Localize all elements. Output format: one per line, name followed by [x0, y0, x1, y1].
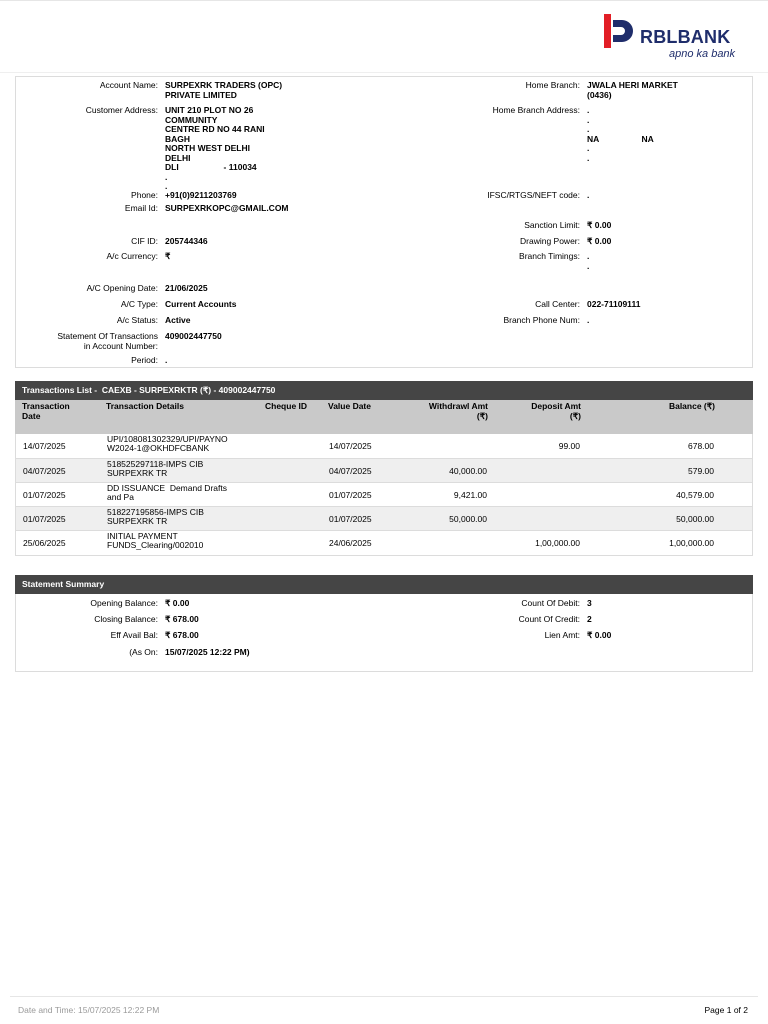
opening-balance-label: Opening Balance: [90, 598, 158, 608]
row-value-date: 01/07/2025 [329, 514, 372, 524]
table-row [16, 434, 752, 458]
row-date: 14/07/2025 [23, 441, 66, 451]
row-value-date: 14/07/2025 [329, 441, 372, 451]
row-value-date: 04/07/2025 [329, 466, 372, 476]
lien-amt-value: ₹ 0.00 [587, 630, 612, 640]
row-details: 518525297118-IMPS CIB SURPEXRK TR [107, 459, 204, 478]
closing-balance-label: Closing Balance: [94, 614, 158, 624]
account-type-label: A/C Type: [120, 299, 158, 309]
row-withdrawal: 50,000.00 [449, 514, 487, 524]
as-on-label: (As On: [129, 647, 158, 657]
home-branch-label: Home Branch: [525, 80, 580, 90]
customer-address-label: Customer Address: [85, 105, 158, 115]
account-status-label: A/c Status: [116, 315, 158, 325]
transactions-title: Transactions List - CAEXB - SURPEXRKTR (₹) - 409002447750 [15, 381, 753, 400]
call-center-value: 022-71109111 [587, 299, 641, 309]
row-details: INITIAL PAYMENT FUNDS_Clearing/002010 [107, 531, 204, 550]
row-value-date: 24/06/2025 [329, 538, 372, 548]
row-date: 04/07/2025 [23, 466, 66, 476]
opening-balance-value: ₹ 0.00 [165, 598, 190, 608]
branch-timings-label: Branch Timings: [519, 251, 580, 261]
account-name-value: SURPEXRK TRADERS (OPC) PRIVATE LIMITED [165, 80, 283, 100]
phone-label: Phone: [131, 190, 158, 200]
col-value-date: Value Date [328, 401, 371, 411]
account-status-value: Active [165, 315, 191, 325]
col-transaction-details: Transaction Details [106, 401, 184, 411]
lien-amt-label: Lien Amt: [544, 630, 580, 640]
row-date: 01/07/2025 [23, 514, 66, 524]
row-deposit: 99.00 [558, 441, 580, 451]
bank-name [640, 27, 730, 47]
row-deposit: 1,00,000.00 [535, 538, 580, 548]
count-debit-label: Count Of Debit: [521, 598, 580, 608]
summary-title: Statement Summary [15, 575, 753, 594]
drawing-power-label: Drawing Power: [520, 236, 580, 246]
home-branch-address-label: Home Branch Address: [492, 105, 580, 115]
footer-rule [10, 996, 758, 997]
row-withdrawal: 40,000.00 [449, 466, 487, 476]
row-balance: 50,000.00 [676, 514, 714, 524]
table-row [16, 458, 752, 483]
eff-avail-bal-value: ₹ 678.00 [165, 630, 199, 640]
email-value: SURPEXRKOPC@GMAIL.COM [165, 203, 289, 213]
page-number: Page 1 of 2 [704, 1005, 748, 1015]
count-credit-value: 2 [587, 614, 592, 624]
as-on-value: 15/07/2025 12:22 PM) [165, 647, 250, 657]
cif-id-value: 205744346 [165, 236, 208, 246]
email-label: Email Id: [124, 203, 158, 213]
row-details: DD ISSUANCE Demand Drafts and Pa [107, 483, 227, 502]
row-details: UPI/108081302329/UPI/PAYNO W2024-1@OKHDFCBANK [107, 434, 228, 453]
logo-rbl: RBL [640, 27, 678, 47]
account-name-label: Account Name: [99, 80, 158, 90]
row-balance: 40,579.00 [676, 490, 714, 500]
cif-id-label: CIF ID: [131, 236, 158, 246]
branch-phone-value: . [587, 315, 590, 325]
col-withdrawal: Withdrawl Amt (₹) [428, 401, 488, 421]
table-row [16, 530, 752, 555]
customer-address-value: UNIT 210 PLOT NO 26 COMMUNITY CENTRE RD NO 44 RANI BAGH NORTH WEST DELHI DELHI DLI - 110034 . . [165, 105, 265, 191]
count-credit-label: Count Of Credit: [518, 614, 580, 624]
period-label: Period: [131, 355, 158, 365]
call-center-label: Call Center: [535, 299, 580, 309]
account-type-value: Current Accounts [165, 299, 237, 309]
opening-date-label: A/C Opening Date: [86, 283, 158, 293]
phone-value: +91(0)9211203769 [165, 190, 237, 200]
period-value: . [165, 355, 168, 365]
branch-phone-label: Branch Phone Num: [503, 315, 580, 325]
closing-balance-value: ₹ 678.00 [165, 614, 199, 624]
home-branch-value: JWALA HERI MARKET (0436) [587, 80, 678, 100]
row-date: 01/07/2025 [23, 490, 66, 500]
ifsc-label: IFSC/RTGS/NEFT code: [487, 190, 580, 200]
statement-account-label: Statement Of Transactions in Account Number: [57, 331, 158, 351]
row-date: 25/06/2025 [23, 538, 66, 548]
drawing-power-value: ₹ 0.00 [587, 236, 612, 246]
currency-value: ₹ [165, 251, 171, 261]
row-balance: 678.00 [688, 441, 714, 451]
eff-avail-bal-label: Eff Avail Bal: [110, 630, 158, 640]
branch-timings-value: . . [587, 251, 590, 271]
top-rule [0, 0, 768, 1]
sanction-limit-label: Sanction Limit: [524, 220, 580, 230]
sanction-limit-value: ₹ 0.00 [587, 220, 612, 230]
count-debit-value: 3 [587, 598, 592, 608]
row-value-date: 01/07/2025 [329, 490, 372, 500]
home-branch-address-value: . . . NA NA . . [587, 105, 654, 163]
transactions-table-body [15, 434, 753, 556]
statement-account-value: 409002447750 [165, 331, 222, 341]
currency-label: A/c Currency: [106, 251, 158, 261]
col-deposit: Deposit Amt (₹) [531, 401, 581, 421]
logo-bank: BANK [677, 27, 731, 47]
table-row [16, 482, 752, 507]
opening-date-value: 21/06/2025 [165, 283, 208, 293]
rbl-logo-icon [604, 14, 636, 48]
row-balance: 1,00,000.00 [669, 538, 714, 548]
row-balance: 579.00 [688, 466, 714, 476]
transactions-header [15, 400, 753, 434]
row-withdrawal: 9,421.00 [453, 490, 487, 500]
col-balance: Balance (₹) [668, 401, 715, 411]
logo-tagline: apno ka bank [669, 48, 736, 60]
footer-datetime: Date and Time: 15/07/2025 12:22 PM [18, 1005, 160, 1015]
col-transaction-date: Transaction Date [22, 401, 70, 421]
row-details: 518227195856-IMPS CIB SURPEXRK TR [107, 507, 204, 526]
header-rule [0, 72, 768, 73]
ifsc-value: . [587, 190, 590, 200]
col-cheque-id: Cheque ID [265, 401, 308, 411]
table-row [16, 506, 752, 531]
